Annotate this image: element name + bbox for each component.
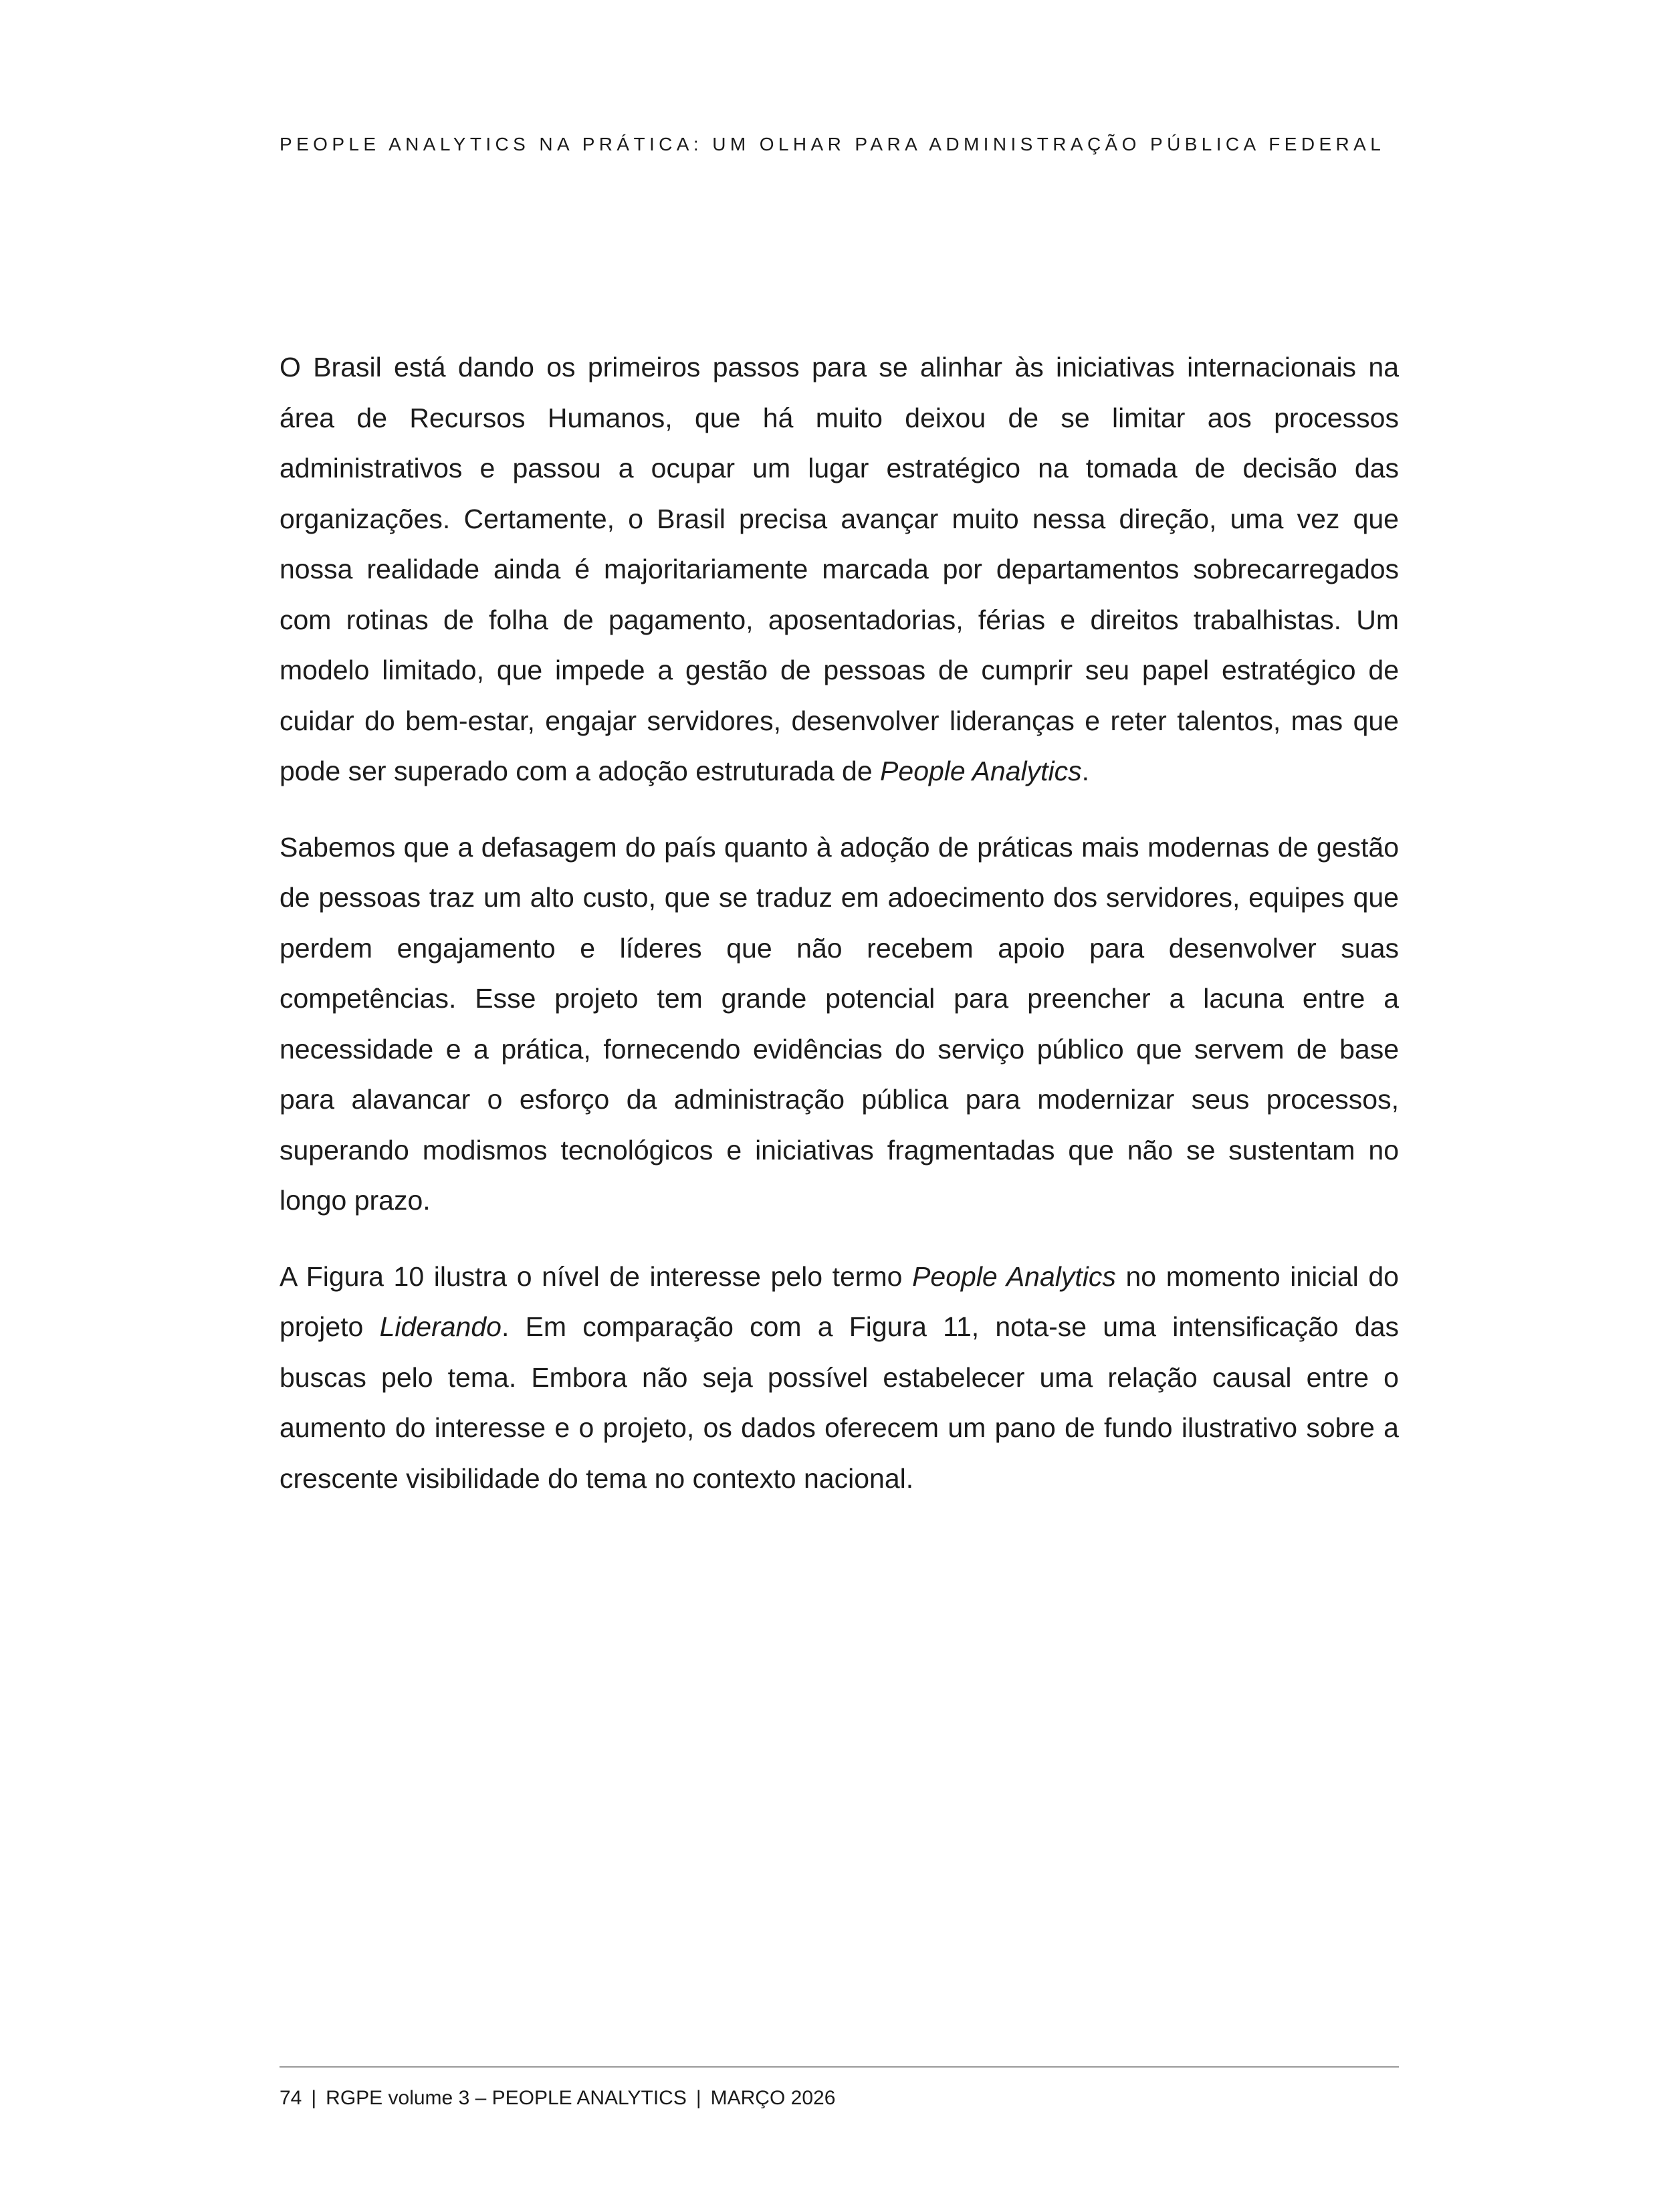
paragraph-2-text: Sabemos que a defasagem do país quanto à adoção de práticas mais modernas de gestão de pessoas traz um alto custo, que se traduz em adoecimento dos servidores, equipes que perdem engajamento e líderes que não recebem apoio para desenvolver suas competências. Esse projeto tem grande potencial para preencher a lacuna entre a necessidade e a prática, fornecendo evidências do serviço público que servem de base para alavancar o esforço da administração pública para modernizar seus processos, superando modismos tecnológicos e iniciativas fragmentadas que não se sustentam no longo prazo. (280, 831, 1399, 1216)
paragraph-3-part-3: . Em comparação com a Figura 11, nota-se uma intensificação das buscas pelo tema. Embora não seja possível estabelecer uma relação causal entre o aumento do interesse e o projeto, os dados oferecem um pano de fundo ilustrativo sobre a crescente visibilidade do tema no contexto nacional. (280, 1311, 1399, 1494)
body-text (280, 342, 1399, 1529)
footer-date: MARÇO 2026 (710, 2087, 836, 2109)
paragraph-3-part-2: no momento inicial do projeto (280, 1260, 1399, 1342)
paragraph-2 (280, 822, 1399, 1226)
paragraph-1-text: O Brasil está dando os primeiros passos para se alinhar às iniciativas internacionais na área de Recursos Humanos, que há muito deixou de se limitar aos processos administrativos e passou a ocupar um lugar estratégico na tomada de decisão das organizações. Certamente, o Brasil precisa avançar muito nessa direção, uma vez que nossa realidade ainda é majoritariamente marcada por departamentos sobrecarregados com rotinas de folha de pagamento, aposentadorias, férias e direitos trabalhistas. Um modelo limitado, que impede a gestão de pessoas de cumprir seu papel estratégico de cuidar do bem-estar, engajar servidores, desenvolver lideranças e reter talentos, mas que pode ser superado com a adoção estruturada de (280, 352, 1399, 786)
paragraph-3-italic-term-2: Liderando (379, 1311, 502, 1342)
footer-separator-1: | (311, 2087, 317, 2109)
footer (280, 2085, 835, 2112)
paragraph-3 (280, 1252, 1399, 1505)
paragraph-1-end: . (1081, 756, 1090, 786)
paragraph-3-part-1: A Figura 10 ilustra o nível de interesse pelo termo (280, 1260, 913, 1292)
paragraph-1-italic-term: People Analytics (880, 756, 1082, 786)
running-header (280, 128, 1399, 160)
page-number: 74 (280, 2087, 302, 2109)
running-header-title: PEOPLE ANALYTICS NA PRÁTICA: UM OLHAR PARA ADMINISTRAÇÃO PÚBLICA FEDERAL (280, 134, 1386, 154)
paragraph-1 (280, 342, 1399, 797)
paragraph-3-italic-term-1: People Analytics (912, 1260, 1116, 1292)
footer-rule (280, 2066, 1399, 2068)
footer-separator-2: | (695, 2087, 701, 2109)
footer-publication: RGPE volume 3 – PEOPLE ANALYTICS (326, 2087, 687, 2109)
